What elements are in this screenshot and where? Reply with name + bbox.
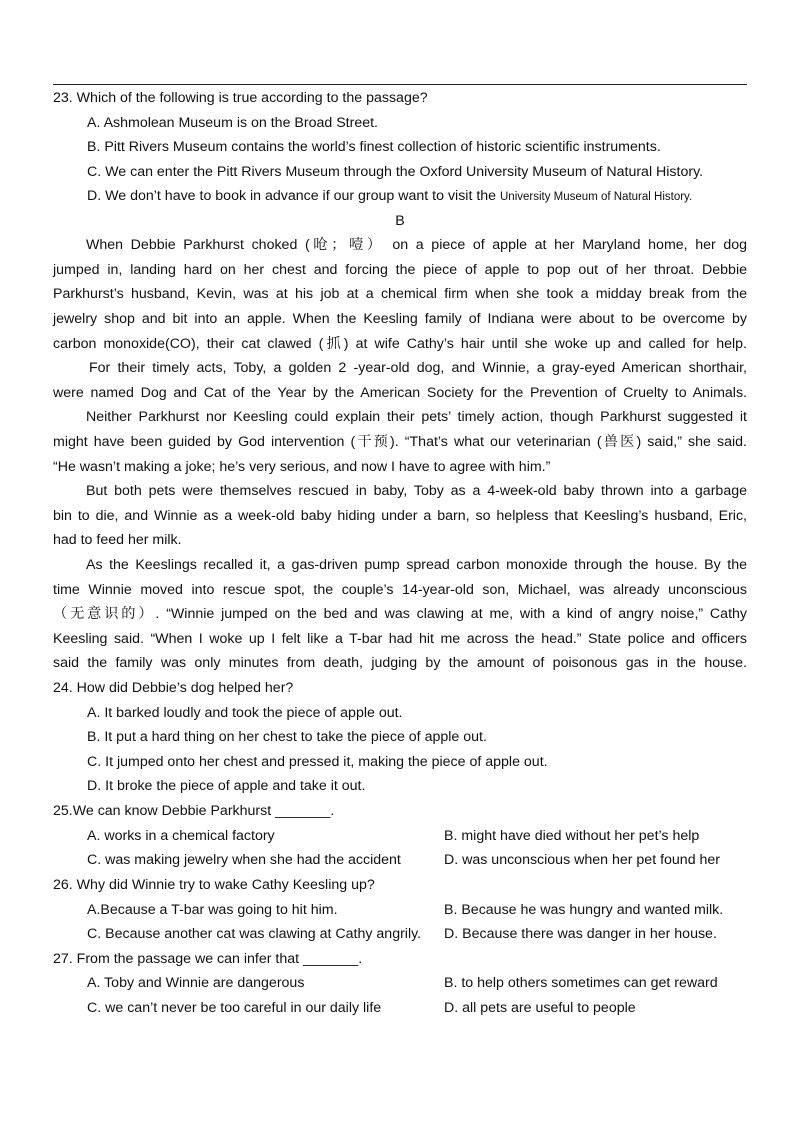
q24-option-a: A. It barked loudly and took the piece of apple out. bbox=[87, 705, 403, 721]
passage-line: time Winnie moved into rescue spot, the couple’s 14-year-old son, Michael, was already unconscious bbox=[53, 582, 747, 598]
q25-option-d: D. was unconscious when her pet found her bbox=[444, 852, 721, 868]
q26-option-a: A.Because a T-bar was going to hit him. bbox=[87, 902, 338, 918]
q27-option-a: A. Toby and Winnie are dangerous bbox=[87, 975, 305, 991]
q24-option-d: D. It broke the piece of apple and take it out. bbox=[87, 778, 366, 794]
passage-line: “He wasn’t making a joke; he’s very serious, and now I have to agree with him.” bbox=[53, 459, 551, 475]
q23-option-c: C. We can enter the Pitt Rivers Museum through the Oxford University Museum of Natural History. bbox=[87, 164, 704, 180]
passage-line: For their timely acts, Toby, a golden 2 -year-old dog, and Winnie, a gray-eyed American shorthair, bbox=[89, 360, 747, 376]
passage-line: bin to die, and Winnie as a week-old baby hiding under a barn, so helpless that Keesling’s husband, Eric, bbox=[53, 508, 747, 524]
q26-stem: 26. Why did Winnie try to wake Cathy Keesling up? bbox=[53, 877, 375, 893]
q24-option-b: B. It put a hard thing on her chest to take the piece of apple out. bbox=[87, 729, 487, 745]
q27-option-c: C. we can’t never be too careful in our daily life bbox=[87, 1000, 382, 1016]
passage-line: might have been guided by God intervention (干预). “That’s what our veterinarian (兽医) said,” she said. bbox=[53, 434, 747, 450]
q27-stem: 27. From the passage we can infer that _______. bbox=[53, 951, 363, 967]
q25-option-b: B. might have died without her pet’s help bbox=[444, 828, 700, 844]
q27-option-d: D. all pets are useful to people bbox=[444, 1000, 636, 1016]
q26-option-d: D. Because there was danger in her house. bbox=[444, 926, 717, 942]
q26-option-b: B. Because he was hungry and wanted milk. bbox=[444, 902, 724, 918]
passage-line: Keesling said. “When I woke up I felt like a T-bar had hit me across the head.” State police and officers bbox=[53, 631, 747, 647]
q25-stem: 25.We can know Debbie Parkhurst _______. bbox=[53, 803, 335, 819]
q23-option-b: B. Pitt Rivers Museum contains the world’s finest collection of historic scientific instruments. bbox=[87, 139, 661, 155]
top-rule bbox=[53, 84, 747, 85]
passage-line: were named Dog and Cat of the Year by the American Society for the Prevention of Cruelty to Animals. bbox=[53, 385, 747, 401]
passage-line: said the family was only minutes from death, judging by the amount of poisonous gas in the house. bbox=[53, 655, 747, 671]
q25-option-c: C. was making jewelry when she had the accident bbox=[87, 852, 401, 868]
q26-option-c: C. Because another cat was clawing at Cathy angrily. bbox=[87, 926, 422, 942]
passage-line: When Debbie Parkhurst choked (呛；噎） on a piece of apple at her Maryland home, her dog bbox=[86, 237, 747, 253]
q23-stem: 23. Which of the following is true according to the passage? bbox=[53, 90, 428, 106]
passage-line: jumped in, landing hard on her chest and forcing the piece of apple to pop out of her throat. Debbie bbox=[53, 262, 747, 278]
q27-option-b: B. to help others sometimes can get reward bbox=[444, 975, 718, 991]
q23-option-d-small: University Museum of Natural History. bbox=[500, 191, 693, 203]
q25-option-a: A. works in a chemical factory bbox=[87, 828, 275, 844]
passage-line: But both pets were themselves rescued in baby, Toby as a 4-week-old baby thrown into a garbage bbox=[86, 483, 747, 499]
section-label: B bbox=[395, 213, 405, 229]
q23-option-d-main: D. We don’t have to book in advance if our group want to visit the bbox=[87, 188, 500, 204]
q23-option-a: A. Ashmolean Museum is on the Broad Street. bbox=[87, 115, 378, 131]
passage-line: Parkhurst’s husband, Kevin, was at his job at a chemical firm when she took a midday break from the bbox=[53, 286, 747, 302]
passage-line: （无意识的）. “Winnie jumped on the bed and was clawing at me, with a kind of angry noise,” Cathy bbox=[53, 606, 747, 622]
passage-line: As the Keeslings recalled it, a gas-driven pump spread carbon monoxide through the house. By the bbox=[86, 557, 747, 573]
q24-option-c: C. It jumped onto her chest and pressed it, making the piece of apple out. bbox=[87, 754, 548, 770]
passage-line: Neither Parkhurst nor Keesling could explain their pets’ timely action, though Parkhurst suggested it bbox=[86, 409, 747, 425]
q23-option-d bbox=[87, 184, 747, 210]
passage-line: had to feed her milk. bbox=[53, 532, 182, 548]
passage-line: carbon monoxide(CO), their cat clawed (抓) at wife Cathy’s hair until she woke up and called for help. bbox=[53, 336, 747, 352]
passage-line: jewelry shop and bit into an apple. When the Keesling family of Indiana were about to be overcome by bbox=[53, 311, 747, 327]
q24-stem: 24. How did Debbie’s dog helped her? bbox=[53, 680, 294, 696]
